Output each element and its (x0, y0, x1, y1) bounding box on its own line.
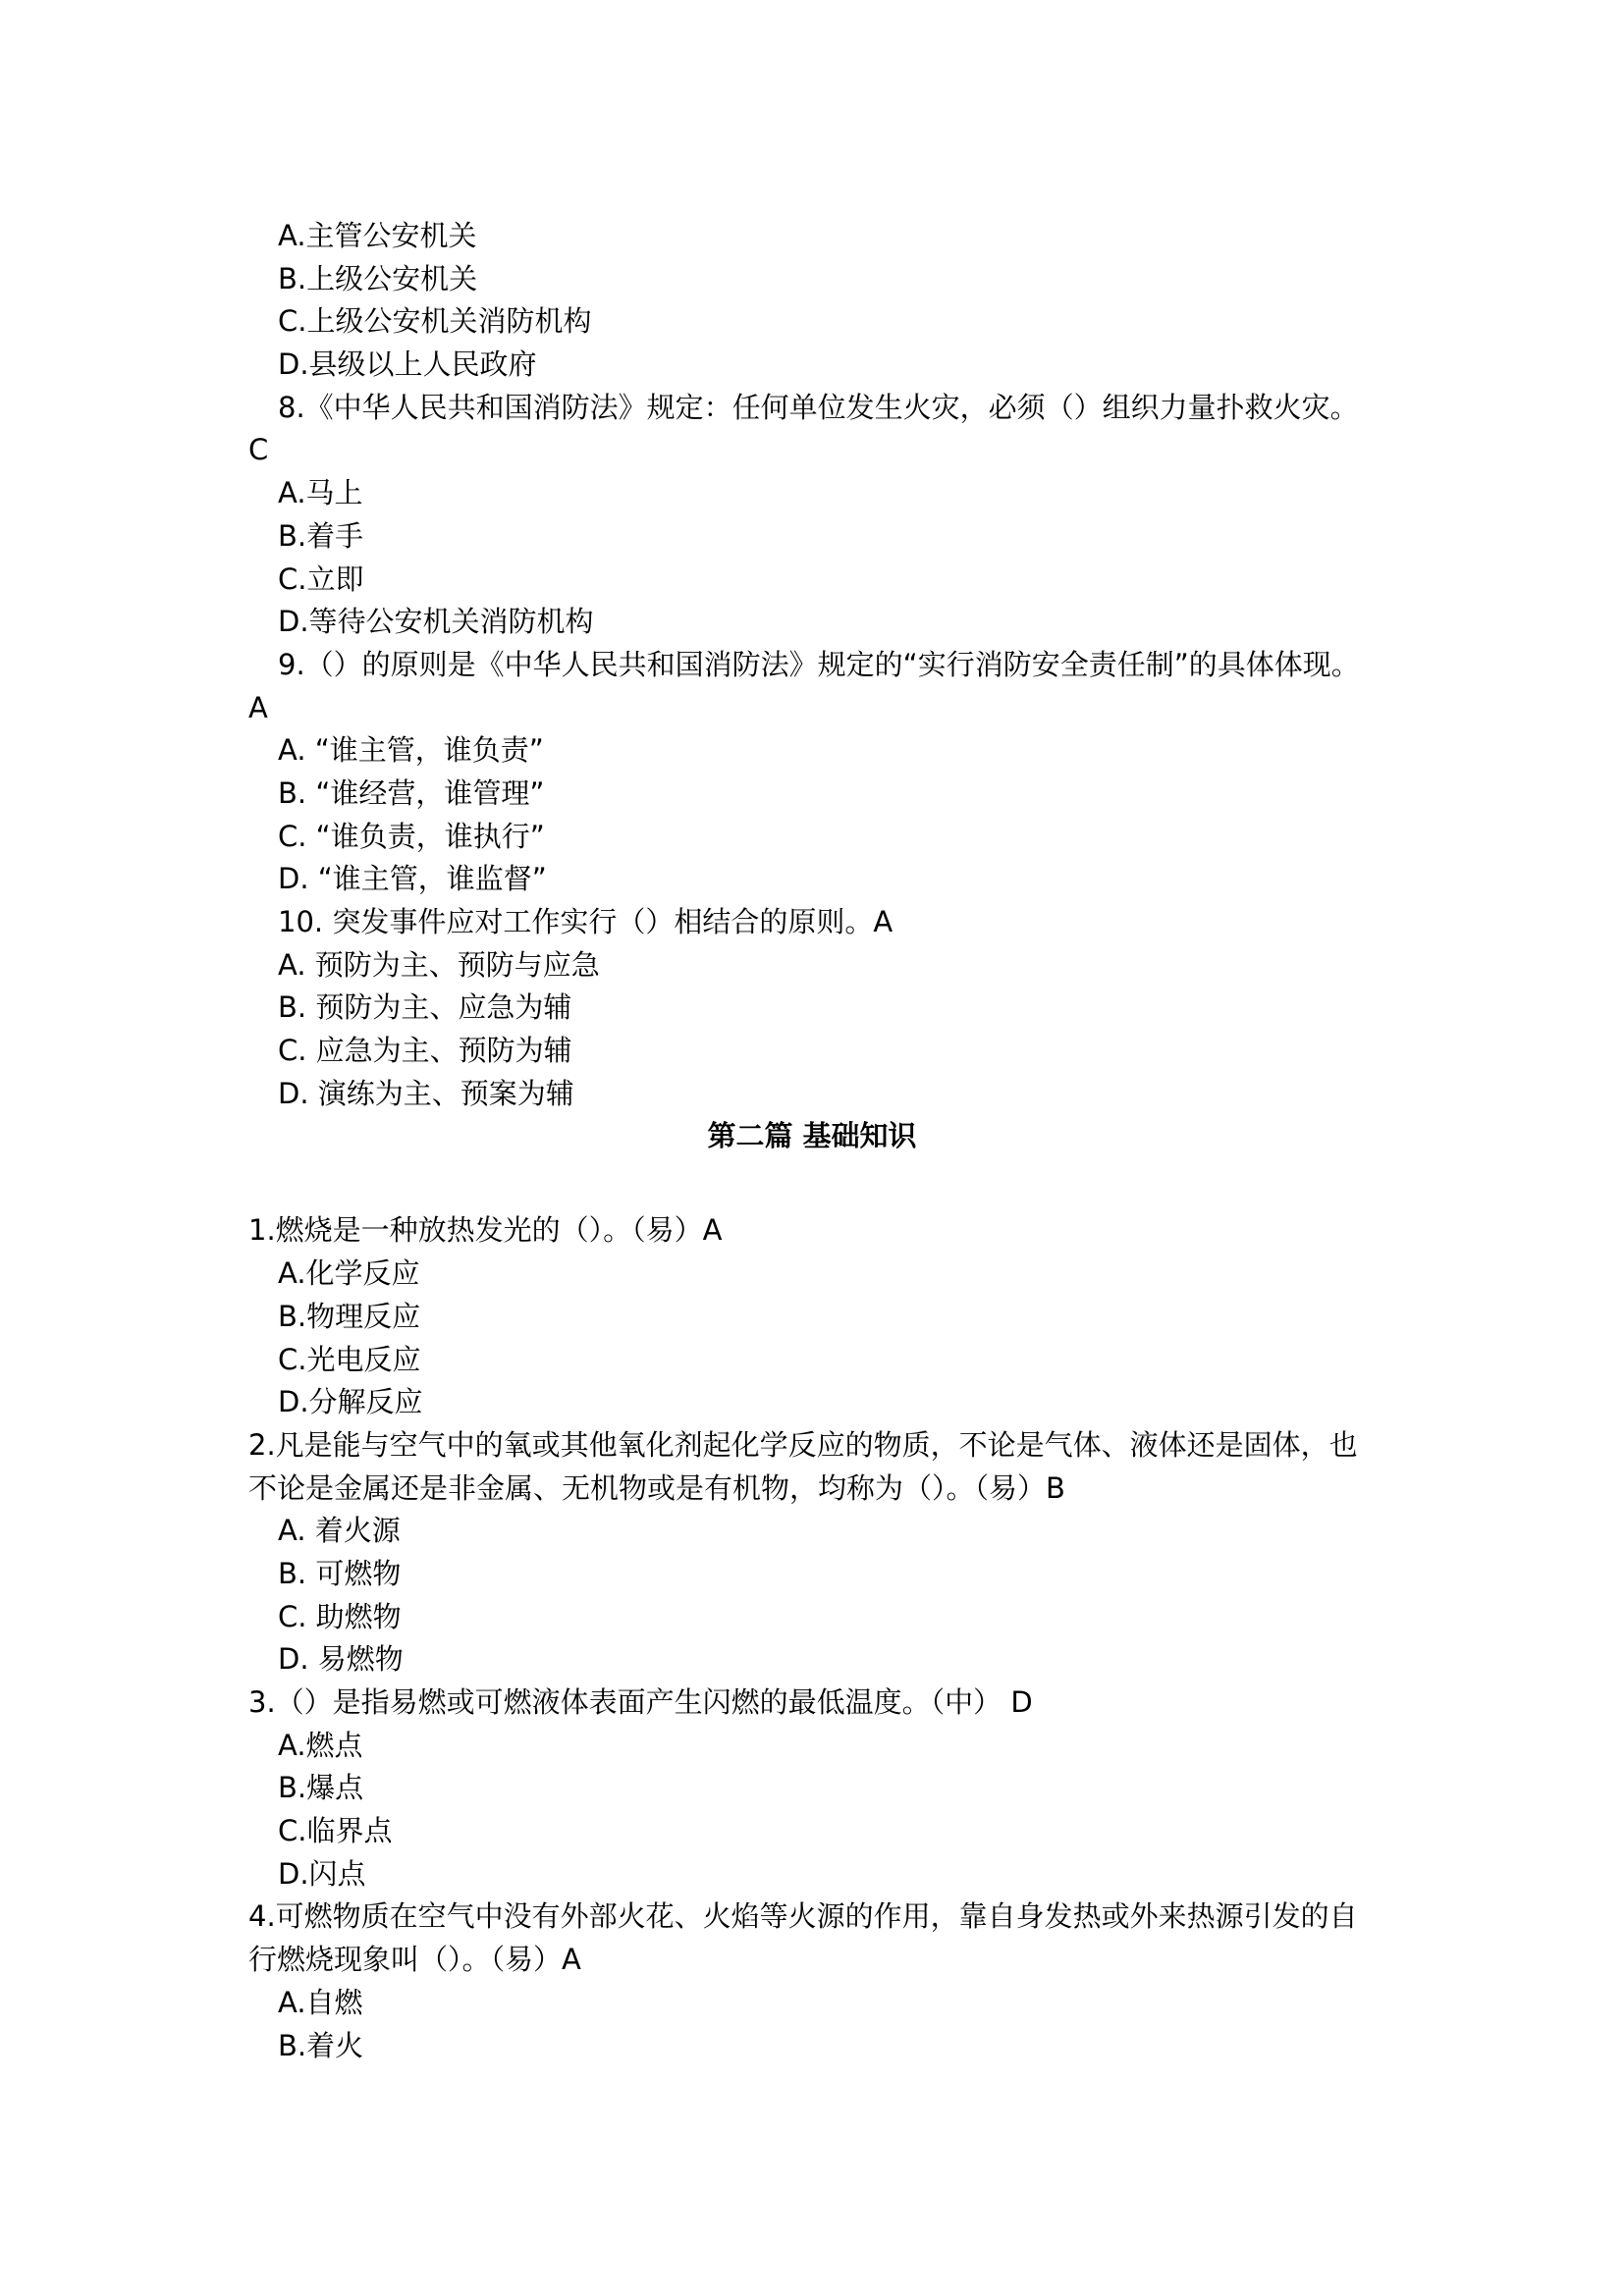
option-line (0, 1982, 1624, 2025)
option-line (0, 601, 1624, 644)
question-line (0, 687, 1624, 730)
line-text: B. “谁经营，谁管理” (278, 775, 545, 810)
line-text: D.等待公安机关消防机构 (278, 605, 594, 639)
option-line (0, 300, 1624, 344)
line-text: A. 着火源 (278, 1514, 401, 1548)
option-line (0, 1853, 1624, 1896)
option-line (0, 773, 1624, 816)
line-text: D.县级以上人民政府 (278, 347, 537, 382)
line-text: 不论是金属还是非金属、无机物或是有机物，均称为（）。（易）B (248, 1470, 1065, 1505)
section-heading (0, 1115, 1624, 1158)
option-line (0, 215, 1624, 258)
line-text: C.光电反应 (278, 1342, 421, 1376)
option-line (0, 1296, 1624, 1339)
line-text: B. 预防为主、应急为辅 (278, 990, 572, 1025)
option-line (0, 472, 1624, 515)
option-line (0, 2025, 1624, 2068)
option-line (0, 816, 1624, 859)
line-text: B.上级公安机关 (278, 261, 478, 295)
line-text: B.爆点 (278, 1771, 364, 1805)
line-text: C. “谁负责，谁执行” (278, 819, 545, 853)
question-line (0, 1896, 1624, 1939)
line-text: A.燃点 (278, 1728, 363, 1762)
option-line (0, 1767, 1624, 1810)
line-text: C.上级公安机关消防机构 (278, 304, 592, 339)
line-text: A. “谁主管，谁负责” (278, 733, 544, 768)
option-line (0, 858, 1624, 901)
option-line (0, 1510, 1624, 1553)
line-text: 9.（）的原则是《中华人民共和国消防法》规定的“实行消防安全责任制”的具体体现。 (278, 647, 1360, 681)
line-text: 3.（）是指易燃或可燃液体表面产生闪燃的最低温度。（中） D (248, 1685, 1033, 1719)
option-line (0, 729, 1624, 773)
question-line (0, 1682, 1624, 1725)
line-text: C.立即 (278, 561, 364, 596)
line-text: 10. 突发事件应对工作实行（）相结合的原则。A (278, 905, 893, 938)
option-line (0, 644, 1624, 687)
line-text: B.着火 (278, 2028, 364, 2062)
line-text: A. 预防为主、预防与应急 (278, 947, 600, 982)
option-line (0, 1553, 1624, 1596)
line-text: D.闪点 (278, 1856, 366, 1891)
line-text: A (248, 690, 268, 724)
line-text: A.主管公安机关 (278, 219, 477, 252)
line-text: A.马上 (278, 476, 363, 510)
option-line (0, 1339, 1624, 1382)
option-line (0, 1638, 1624, 1682)
question-line (0, 1468, 1624, 1511)
line-text: B.着手 (278, 518, 364, 553)
option-line (0, 1596, 1624, 1639)
line-text: C.临界点 (278, 1814, 393, 1848)
option-line (0, 515, 1624, 559)
line-text: 4.可燃物质在空气中没有外部火花、火焰等火源的作用，靠自身发热或外来热源引发的自 (248, 1899, 1358, 1934)
line-text: C. 助燃物 (278, 1599, 402, 1633)
option-line (0, 1030, 1624, 1073)
question-line (0, 429, 1624, 472)
question-line (0, 1939, 1624, 1982)
line-text: A.化学反应 (278, 1256, 420, 1291)
option-line (0, 258, 1624, 301)
option-line (0, 944, 1624, 988)
line-text: C (248, 433, 269, 467)
question-line (0, 1209, 1624, 1253)
line-text: D. “谁主管，谁监督” (278, 862, 547, 896)
line-text: B. 可燃物 (278, 1556, 402, 1590)
line-text: C. 应急为主、预防为辅 (278, 1034, 572, 1068)
line-text: D.分解反应 (278, 1385, 423, 1419)
line-text: 第二篇 基础知识 (707, 1119, 917, 1153)
line-text: 8.《中华人民共和国消防法》规定：任何单位发生火灾，必须（）组织力量扑救火灾。 (278, 390, 1359, 424)
line-text: 行燃烧现象叫（）。（易）A (248, 1943, 581, 1977)
line-text: 2.凡是能与空气中的氧或其他氧化剂起化学反应的物质，不论是气体、液体还是固体，也 (248, 1427, 1358, 1462)
option-line (0, 559, 1624, 602)
option-line (0, 1725, 1624, 1768)
line-text: D. 演练为主、预案为辅 (278, 1076, 574, 1110)
option-line (0, 987, 1624, 1030)
line-text: D. 易燃物 (278, 1642, 404, 1677)
option-line (0, 1810, 1624, 1853)
document-page (0, 215, 1624, 2067)
option-line (0, 1073, 1624, 1116)
option-line (0, 1381, 1624, 1424)
line-text: 1.燃烧是一种放热发光的（）。（易）A (248, 1213, 723, 1248)
option-line (0, 344, 1624, 387)
line-text: A.自燃 (278, 1985, 363, 2019)
option-line (0, 387, 1624, 430)
question-line (0, 1424, 1624, 1468)
option-line (0, 901, 1624, 944)
option-line (0, 1253, 1624, 1296)
line-text: B.物理反应 (278, 1299, 421, 1333)
